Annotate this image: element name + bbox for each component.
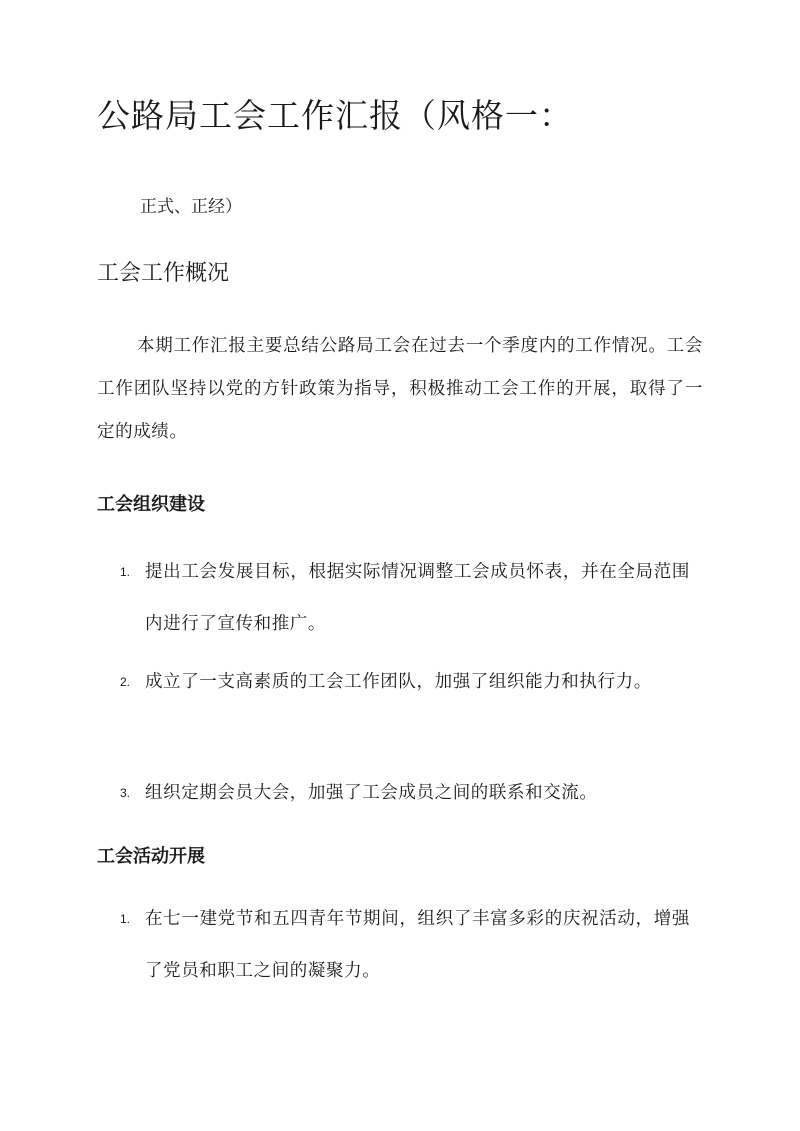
list-item-text: 在七一建党节和五四青年节期间，组织了丰富多彩的庆祝活动，增强了党员和职工之间的凝聚力。 bbox=[145, 909, 690, 981]
section-activities-heading: 工会活动开展 bbox=[97, 846, 205, 867]
document-title: 公路局工会工作汇报（风格一： bbox=[97, 96, 573, 135]
list-item-text: 成立了一支高素质的工会工作团队，加强了组织能力和执行力。 bbox=[145, 672, 652, 692]
document-subtitle: 正式、正经） bbox=[140, 197, 242, 217]
list-item-number: 1. bbox=[120, 565, 131, 579]
list-item-number: 3. bbox=[120, 786, 131, 800]
list-item-text: 组织定期会员大会，加强了工会成员之间的联系和交流。 bbox=[145, 783, 598, 803]
section-overview-paragraph: 本期工作汇报主要总结公路局工会在过去一个季度内的工作情况。工会工作团队坚持以党的方针政策为指导，积极推动工会工作的开展，取得了一定的成绩。 bbox=[97, 336, 703, 442]
list-item-text: 提出工会发展目标，根据实际情况调整工会成员怀表，并在全局范围内进行了宣传和推广。 bbox=[145, 562, 690, 634]
section-organization-heading: 工会组织建设 bbox=[97, 494, 205, 515]
section-overview-heading: 工会工作概况 bbox=[97, 261, 230, 286]
list-item-number: 1. bbox=[120, 912, 131, 926]
list-item-number: 2. bbox=[120, 675, 131, 689]
